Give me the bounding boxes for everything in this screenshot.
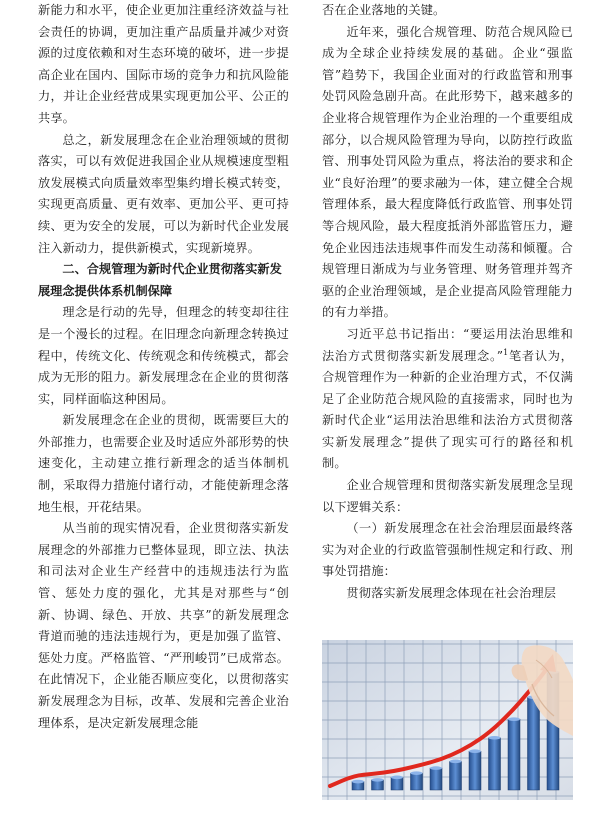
bar-top (430, 766, 442, 770)
section-heading: 二、合规管理为新时代企业贯彻落实新发展理念提供体系机制保障 (38, 262, 282, 298)
bar-top (508, 717, 520, 721)
bar-top (469, 749, 481, 753)
paragraph (322, 324, 573, 475)
bar-top (489, 736, 501, 740)
bar (411, 773, 423, 790)
right-column (322, 0, 573, 605)
paragraph: 理念是行动的先导，但理念的转变却往往是一个漫长的过程。在旧理念向新理念转换过程中，传统文化、传统观念和传统模式，都会成为无形的阻力。新发展理念在企业的贯彻落实，同样面临这种困局。 (38, 305, 289, 406)
bar-top (450, 760, 462, 764)
paragraph: 贯彻落实新发展理念体现在社会治理层 (346, 586, 557, 601)
bar (489, 738, 501, 790)
bar (469, 751, 481, 790)
bar (430, 768, 442, 790)
bar-top (411, 771, 423, 775)
bar-top (391, 776, 403, 780)
paragraph-text: 笔者认为，合规管理作为一种新的企业治理方式，不仅满足了企业防范合规风险的直接需求，同时也为新时代企业“运用法治思维和法治方式贯彻落实新发展理念”提供了现实可行的路径和机制。 (322, 348, 574, 471)
paragraph: 从当前的现实情况看，企业贯彻落实新发展理念的外部推力已整体显现，即立法、执法和司法对企业生产经营中的违规违法行为监管、惩处力度的强化，尤其是对那些与“创新、协调、绿色、开放、共享”的新发展理念背道而驰的违法违规行为，更是加强了监管、惩处力度。严格监管、“严刑峻罚”已成常态。在此情况下，企业能否顺应变化，以贯彻落实新发展理念为目标，改革、发展和完善企业治理体系，是决定新发展理念能 (38, 521, 289, 730)
left-column (38, 0, 289, 734)
paragraph: 新能力和水平，使企业更加注重经济效益与社会责任的协调，更加注重产品质量并减少对资源的过度依赖和对生态环境的破坏，进一步提高企业在国内、国际市场的竞争力和抗风险能力，并让企业经营成果实现更加公平、公正的共享。 (38, 3, 289, 125)
bar (391, 777, 403, 790)
subsection-heading: （一）新发展理念在社会治理层面最终落实为对企业的行政监管强制性规定和行政、刑事处罚措施： (322, 521, 573, 579)
paragraph: 否在企业落地的关键。 (322, 3, 446, 17)
bar (528, 697, 540, 790)
bar-top (352, 780, 364, 784)
bar-top (372, 778, 384, 782)
chart-svg (322, 640, 573, 800)
paragraph: 企业合规管理和贯彻落实新发展理念呈现以下逻辑关系： (322, 478, 573, 514)
footnote-marker: 1 (503, 347, 509, 357)
paragraph: 新发展理念在企业的贯彻，既需要巨大的外部推力，也需要企业及时适应外部形势的快速变化，主动建立推行新理念的适当体制机制，采取得力措施付诸行动，才能使新理念落地生根，开花结果。 (38, 413, 289, 514)
paragraph: 近年来，强化合规管理、防范合规风险已成为全球企业持续发展的基础。企业“强监管”趋势下，我国企业面对的行政监管和刑事处罚风险急剧升高。在此形势下，越来越多的企业将合规管理作为企业治理的一个重要组成部分，以合规风险管理为导向，以防控行政监管、刑事处罚风险为重点，将法治的要求和企业“良好治理”的要求融为一体，建立健全合规管理体系，最大程度降低行政监管、刑事处罚等合规风险，最大程度抵消外部监管压力，避免企业因违法违规事件而发生动荡和倾覆。合规管理日渐成为与业务管理、财务管理并驾齐驱的企业治理领域，是企业提高风险管理能力的有力举措。 (322, 24, 573, 320)
paragraph: 总之，新发展理念在企业治理领域的贯彻落实，可以有效促进我国企业从规模速度型粗放发展模式向质量效率型集约增长模式转变，实现更高质量、更有效率、更加公平、更可持续、更为安全的发展，可以为新时代企业发展注入新动力，提供新模式，实现新境界。 (38, 132, 289, 255)
growth-chart-illustration (322, 640, 573, 800)
bar (450, 761, 462, 790)
bar (508, 719, 520, 790)
quote-text: 习近平总书记指出：“要运用法治思维和法治方式贯彻落实新发展理念。” (322, 326, 573, 363)
